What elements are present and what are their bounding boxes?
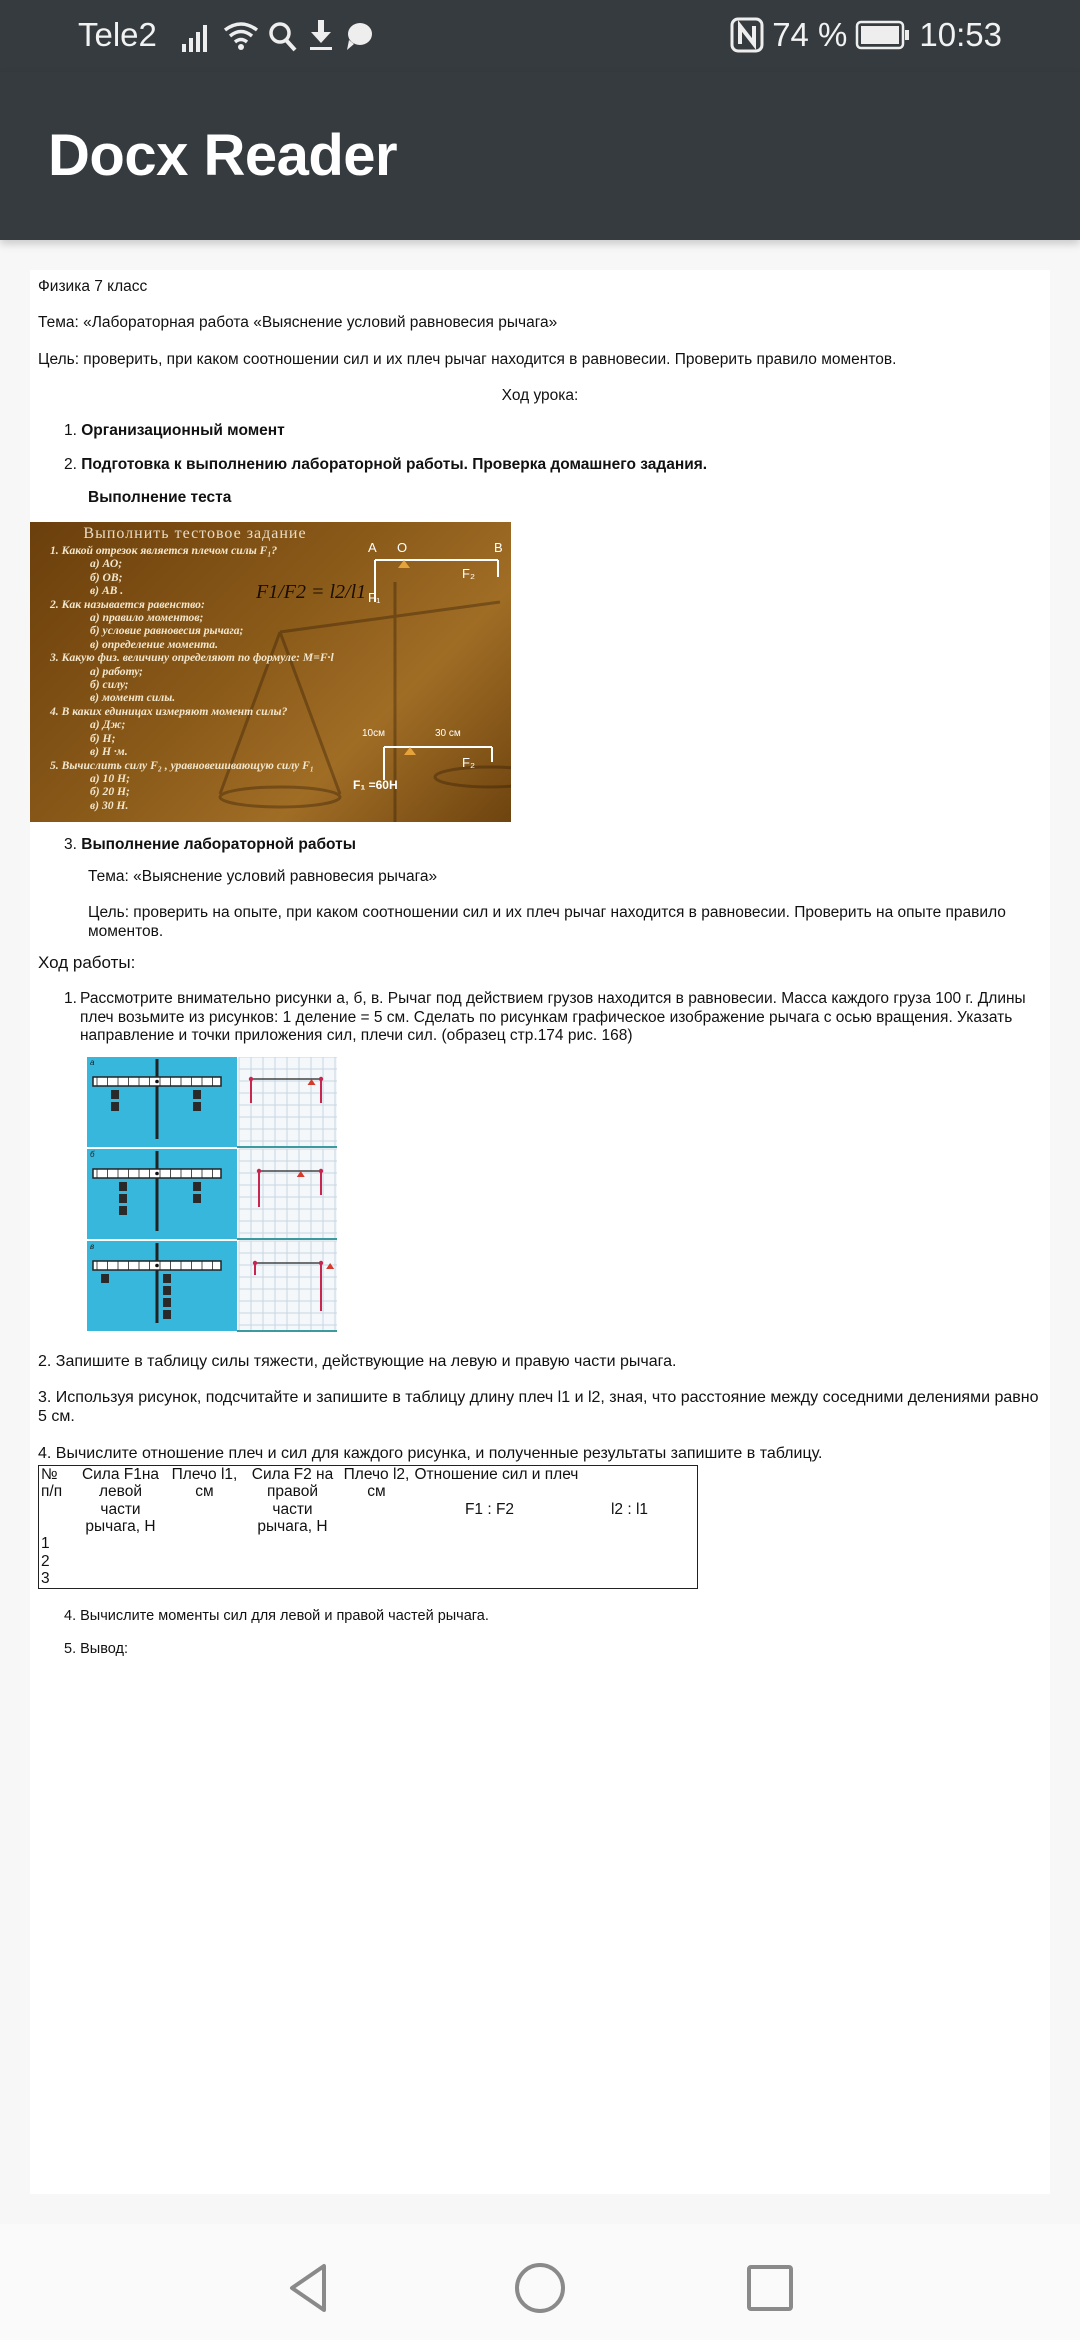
moment-formula: F1/F2 = l2/l1 <box>256 581 367 603</box>
quiz-question: 5. Вычислить силу F₂ , уравновешивающую силу F₁ <box>50 758 314 772</box>
quiz-option: б) условие равновесия рычага; <box>90 624 244 638</box>
label-o: O <box>397 540 408 555</box>
quiz-option: б) Н; <box>90 731 116 745</box>
grid-panel-bg <box>239 1149 337 1239</box>
weight <box>193 1194 201 1203</box>
status-bar <box>0 0 1080 72</box>
label-f1-value: F₁ =60H <box>353 778 398 792</box>
quiz-option: в) 30 Н. <box>90 798 129 812</box>
step-1 <box>64 422 285 441</box>
pivot-bottom <box>404 747 416 755</box>
lesson-heading: Ход урока: <box>501 387 579 404</box>
force-point <box>253 1261 257 1265</box>
force-point <box>319 1261 323 1265</box>
ratio-header-cell <box>413 1466 698 1536</box>
lever-figures-image <box>87 1057 337 1337</box>
label-f2-bottom: F₂ <box>462 755 475 770</box>
figure-panel-bg <box>87 1149 237 1239</box>
weight <box>101 1274 109 1283</box>
doc-subject: Физика 7 класс <box>38 278 148 295</box>
label-left-arm: 10см <box>362 728 385 739</box>
label-b: B <box>494 540 503 555</box>
document-page[interactable] <box>30 270 1050 2194</box>
wifi-icon <box>222 20 260 52</box>
battery-percent: 74 % <box>772 16 848 53</box>
step-number: 1. <box>64 422 77 439</box>
weight <box>163 1298 171 1307</box>
chat-icon <box>344 20 374 52</box>
subheader-l2-l1: l2 : l1 <box>610 1501 649 1519</box>
step-number: 3. <box>64 836 77 853</box>
label-f2: F₂ <box>462 566 475 581</box>
weight <box>193 1182 201 1191</box>
label-right-arm: 30 см <box>435 728 461 739</box>
header-cell: № п/п <box>41 1466 63 1501</box>
subheader-f1-f2: F1 : F2 <box>464 1501 515 1519</box>
quiz-question: 2. Как называется равенство: <box>50 597 205 611</box>
quiz-question: 4. В каких единицах измеряют момент силы? <box>50 704 288 718</box>
label-a: A <box>368 540 377 555</box>
weight <box>119 1194 127 1203</box>
work-heading: Ход работы: <box>38 953 136 972</box>
step-text: Выполнение лабораторной работы <box>81 836 356 853</box>
navigation-bar <box>0 2224 1080 2340</box>
after-table-item-4: 4. Вычислите моменты сил для левой и правой частей рычага. <box>64 1608 489 1624</box>
slide-title: Выполнить тестовое задание <box>83 525 307 542</box>
weight <box>163 1274 171 1283</box>
weight <box>163 1310 171 1319</box>
work-item-4: 4. Вычислите отношение плеч и сил для каждого рисунка, и полученные результаты запишите в таблицу. <box>38 1445 823 1462</box>
figure-label: б <box>90 1150 95 1159</box>
table-row <box>39 1570 698 1588</box>
app-bar <box>0 72 1080 240</box>
download-icon <box>306 18 336 52</box>
recents-button[interactable] <box>744 2262 796 2314</box>
search-icon <box>268 20 298 52</box>
table-row <box>39 1553 698 1570</box>
weight <box>119 1206 127 1215</box>
after-table-item-5: 5. Вывод: <box>64 1641 128 1657</box>
figure-panel-bg <box>87 1057 237 1147</box>
results-table <box>38 1465 698 1589</box>
header-cell: Сила F1на левой части рычага, Н <box>81 1466 160 1536</box>
weight <box>111 1090 119 1099</box>
step-3 <box>64 836 356 855</box>
clock: 10:53 <box>919 16 1002 53</box>
quiz-option: а) работу; <box>90 664 143 678</box>
quiz-option: а) 10 Н; <box>90 771 130 785</box>
quiz-question: 1. Какой отрезок является плечом силы F₁? <box>50 544 278 557</box>
figure-label: а <box>90 1058 95 1067</box>
force-point <box>319 1077 323 1081</box>
quiz-option: б) 20 Н; <box>90 785 130 799</box>
signal-icon <box>180 22 214 52</box>
weight <box>119 1182 127 1191</box>
app-title: Docx Reader <box>48 123 398 188</box>
test-slide-image <box>30 522 511 822</box>
step-2 <box>64 456 707 475</box>
weight <box>111 1102 119 1111</box>
label-f1: F₁ <box>368 590 381 605</box>
row-number: 1 <box>41 1535 50 1553</box>
force-point <box>257 1169 261 1173</box>
grid-panel-bg <box>239 1057 337 1147</box>
header-cell: Сила F2 на правой части рычага, Н <box>251 1466 334 1536</box>
pivot-top <box>398 560 410 568</box>
battery-icon <box>855 20 911 50</box>
item-text: Рассмотрите внимательно рисунки а, б, в. Рычаг под действием грузов находится в равновесии. Масса каждого груза 100 г. Длины плеч возьмите из рисунков: 1 деление = 5 см. Сделать по рисункам графическое изображение рычага с осью вращения. Указать направление и точки приложения сил, плечи сил. (образец стр.174 рис. 168) <box>80 990 1026 1045</box>
quiz-option: а) правило моментов; <box>90 611 204 625</box>
row-number: 2 <box>41 1552 50 1570</box>
quiz-option: б) силу; <box>90 678 129 692</box>
work-item-2: 2. Запишите в таблицу силы тяжести, действующие на левую и правую части рычага. <box>38 1353 677 1370</box>
quiz-option: в) момент силы. <box>90 691 176 705</box>
doc-goal: Цель: проверить, при каком соотношении сил и их плеч рычаг находится в равновесии. Проверить правило моментов. <box>38 351 897 368</box>
weight <box>193 1090 201 1099</box>
work-item-1 <box>64 990 1044 1046</box>
work-item-3: 3. Используя рисунок, подсчитайте и запишите в таблицу длину плеч l1 и l2, зная, что расстояние между соседними делениями равно 5 см. <box>38 1389 1039 1426</box>
figure-panel-bg <box>87 1241 237 1331</box>
force-point <box>319 1169 323 1173</box>
quiz-option: б) ОВ; <box>90 570 123 584</box>
lab-topic: Тема: «Выяснение условий равновесия рычага» <box>88 868 438 885</box>
lever-diagram-top <box>375 560 498 602</box>
step-text: Организационный момент <box>81 422 285 439</box>
figure-label: в <box>90 1242 95 1251</box>
step-text: Подготовка к выполнению лабораторной работы. Проверка домашнего задания. <box>81 456 708 473</box>
lever-axis <box>155 1264 159 1268</box>
lab-goal: Цель: проверить на опыте, при каком соотношении сил и их плеч рычаг находится в равновесии. Проверить на опыте правило моментов. <box>88 904 1006 940</box>
force-point <box>249 1077 253 1081</box>
weight <box>193 1102 201 1111</box>
table-header-row <box>39 1466 698 1536</box>
carrier-name: Tele2 <box>78 16 157 53</box>
quiz-option: а) АО; <box>90 557 123 571</box>
row-number: 3 <box>41 1570 50 1588</box>
lever-axis <box>155 1172 159 1176</box>
header-cell: Плечо l2, см <box>343 1466 410 1501</box>
back-button[interactable] <box>284 2262 336 2314</box>
lever-axis <box>155 1080 159 1084</box>
test-heading: Выполнение теста <box>88 489 232 506</box>
weight <box>163 1286 171 1295</box>
grid-panel-bg <box>239 1241 337 1331</box>
quiz-option: в) определение момента. <box>90 637 219 651</box>
step-number: 2. <box>64 456 77 473</box>
home-button[interactable] <box>514 2262 566 2314</box>
quiz-option: в) Н ·м. <box>90 745 128 759</box>
item-number: 1. <box>64 990 77 1007</box>
quiz-option: в) АВ . <box>90 584 124 598</box>
table-row <box>39 1535 698 1552</box>
quiz-question: 3. Какую физ. величину определяют по формуле: M=F·l <box>50 651 334 665</box>
ratio-header: Отношение сил и плеч <box>414 1466 579 1483</box>
quiz-option: а) Дж; <box>90 718 126 732</box>
header-cell: Плечо l1, см <box>171 1466 238 1501</box>
doc-topic: Тема: «Лабораторная работа «Выяснение условий равновесия рычага» <box>38 314 558 331</box>
nfc-icon <box>730 17 764 53</box>
